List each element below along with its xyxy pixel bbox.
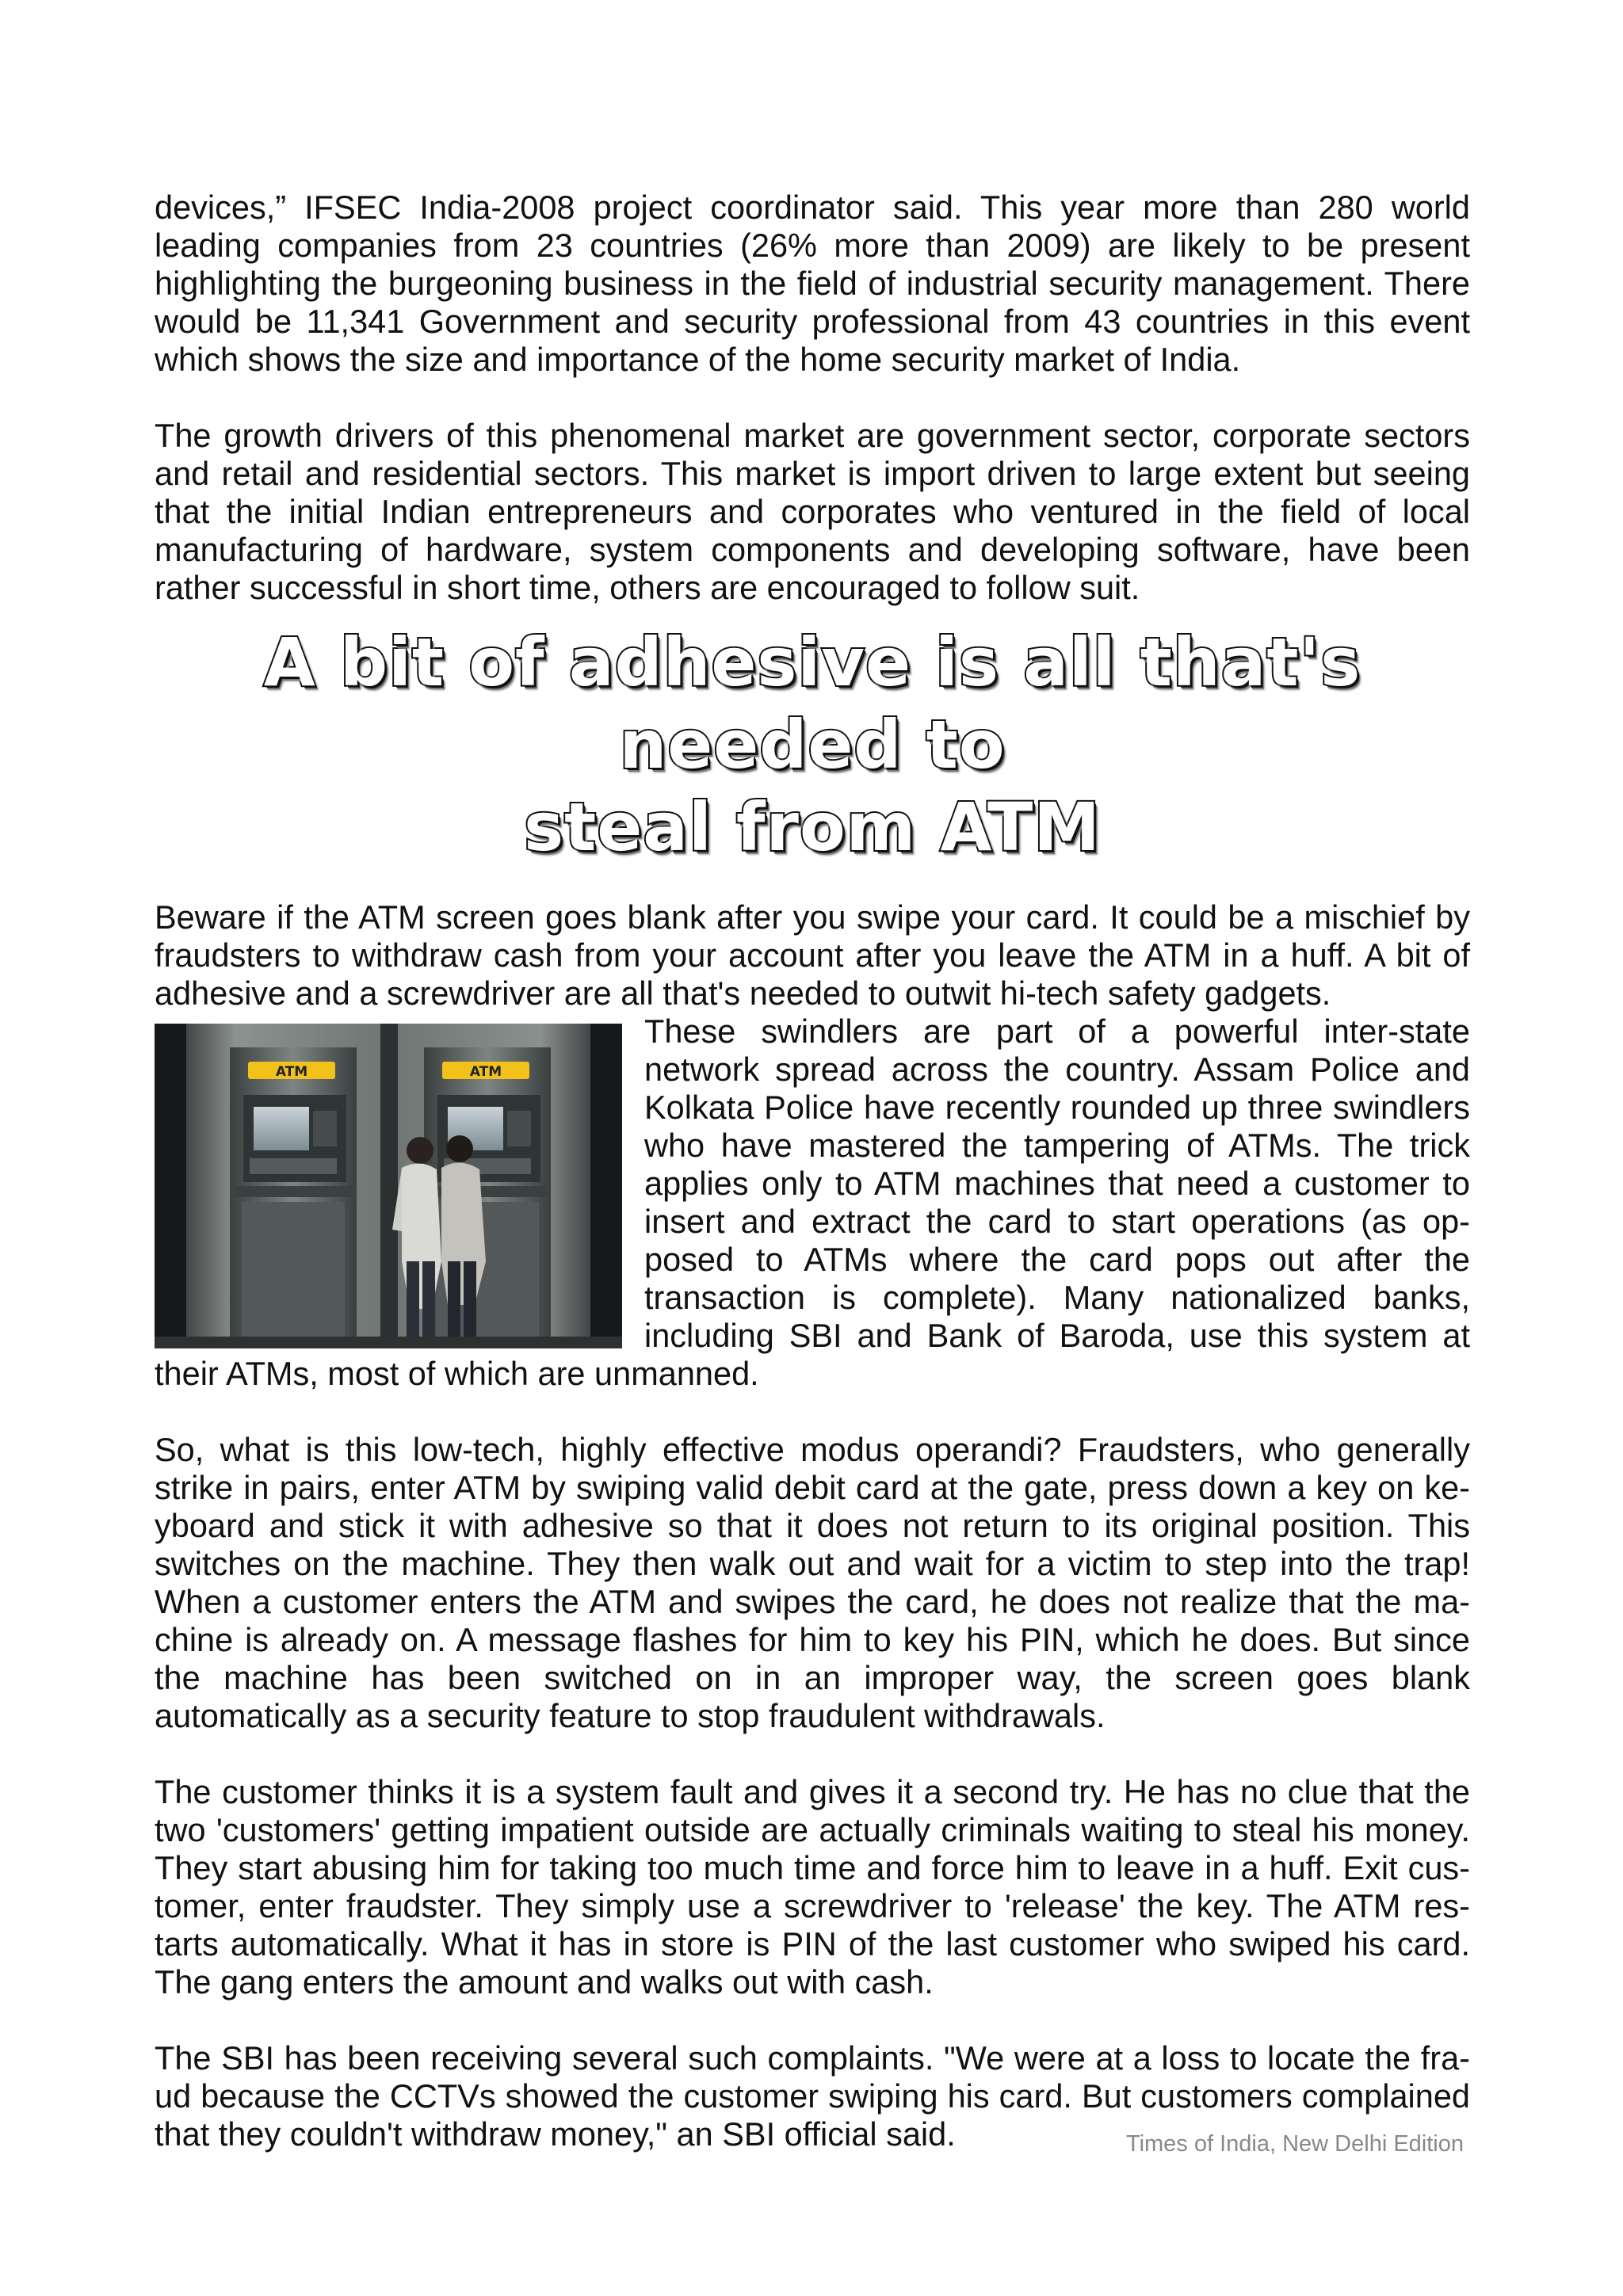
sbi-complaints-text: The SBI has been receiving several such complaints. "We were at a loss to locate the fraud because the CCTVs showed the customer swiping his card. But customers complained that they couldn't withdraw money," an SBI official said. [155,2039,1470,2153]
headline-line-1: A bit of adhesive is all that's needed to [263,624,1361,784]
paragraph-ifsec: devices,” IFSEC India-2008 project coordinator said. This year more than 280 world leading companies from 23 countries (26% more than 2009) are likely to be present highlighting the burgeoning business in the field of industrial security management. There would be 11,341 Government and security professional from 43 countries in this event which shows the size and importance of the home security market of India. [155,189,1470,378]
paragraph-sbi-complaints [155,2039,1470,2157]
source-credit: Times of India, New Delhi Edition [1125,2131,1464,2157]
atm-label-right: ATM [469,1064,502,1080]
headline [155,621,1470,868]
left-atm [230,1047,357,1341]
paragraph-customer-fault: The customer thinks it is a system fault and gives it a second try. He has no clue that the two 'customers' getting impatient outside are actually criminals waiting to steal his money. They start abusing him for taking too much time and force him to leave in a huff. Exit customer, enter fraudster. They simply use a screwdriver to 'release' the key. The ATM restarts automatically. What it has in store is PIN of the last customer who swiped his card. The gang enters the amount and walks out with cash. [155,1773,1470,2000]
figure-block [155,1013,1470,1393]
lead-paragraph: Beware if the ATM screen goes blank after you swipe your card. It could be a mischief by fraudsters to withdraw cash from your account after you leave the ATM in a huff. A bit of adhesive and a screwdriver are all that's needed to outwit hi-tech safety gadgets. [155,898,1470,1012]
last-paragraph-block [155,2039,1470,2163]
atm-photo [155,1024,622,1348]
headline-line-2: steal from ATM [524,788,1101,866]
atm-label-left: ATM [275,1064,308,1080]
paragraph-swindlers: These swindlers are part of a powerful inter-state network spread across the country. Assam Police and Kolkata Police have recently rounded up three swindlers who have mastered the tampering of ATMs. The trick applies only to ATM machines that need a customer to insert and extract the card to start operations (as opposed to ATMs where the card pops out after the transaction is complete). Many nationalized banks, including SBI and Bank of Baroda, use this system at their ATMs, most of which are unmanned. [155,1013,1470,1392]
paragraph-modus-operandi: So, what is this low-tech, highly effective modus operandi? Fraudsters, who generally strike in pairs, enter ATM by swiping valid debit card at the gate, press down a key on keyboard and stick it with adhesive so that it does not return to its original position. This switches on the machine. They then walk out and wait for a victim to step into the trap! When a customer enters the ATM and swipes the card, he does not realize that the machine is already on. A message flashes for him to key his PIN, which he does. But since the machine has been switched on in an improper way, the screen goes blank automatically as a security feature to stop fraudulent withdrawals. [155,1431,1470,1734]
paragraph-growth-drivers: The growth drivers of this phenomenal market are government sector, corporate sectors and retail and residential sectors. This market is import driven to large extent but seeing that the initial Indian entrepreneurs and corporates who ventured in the field of local manufacturing of hardware, system components and developing software, have been rather successful in short time, others are encouraged to follow suit. [155,417,1470,606]
article [155,189,1470,2163]
